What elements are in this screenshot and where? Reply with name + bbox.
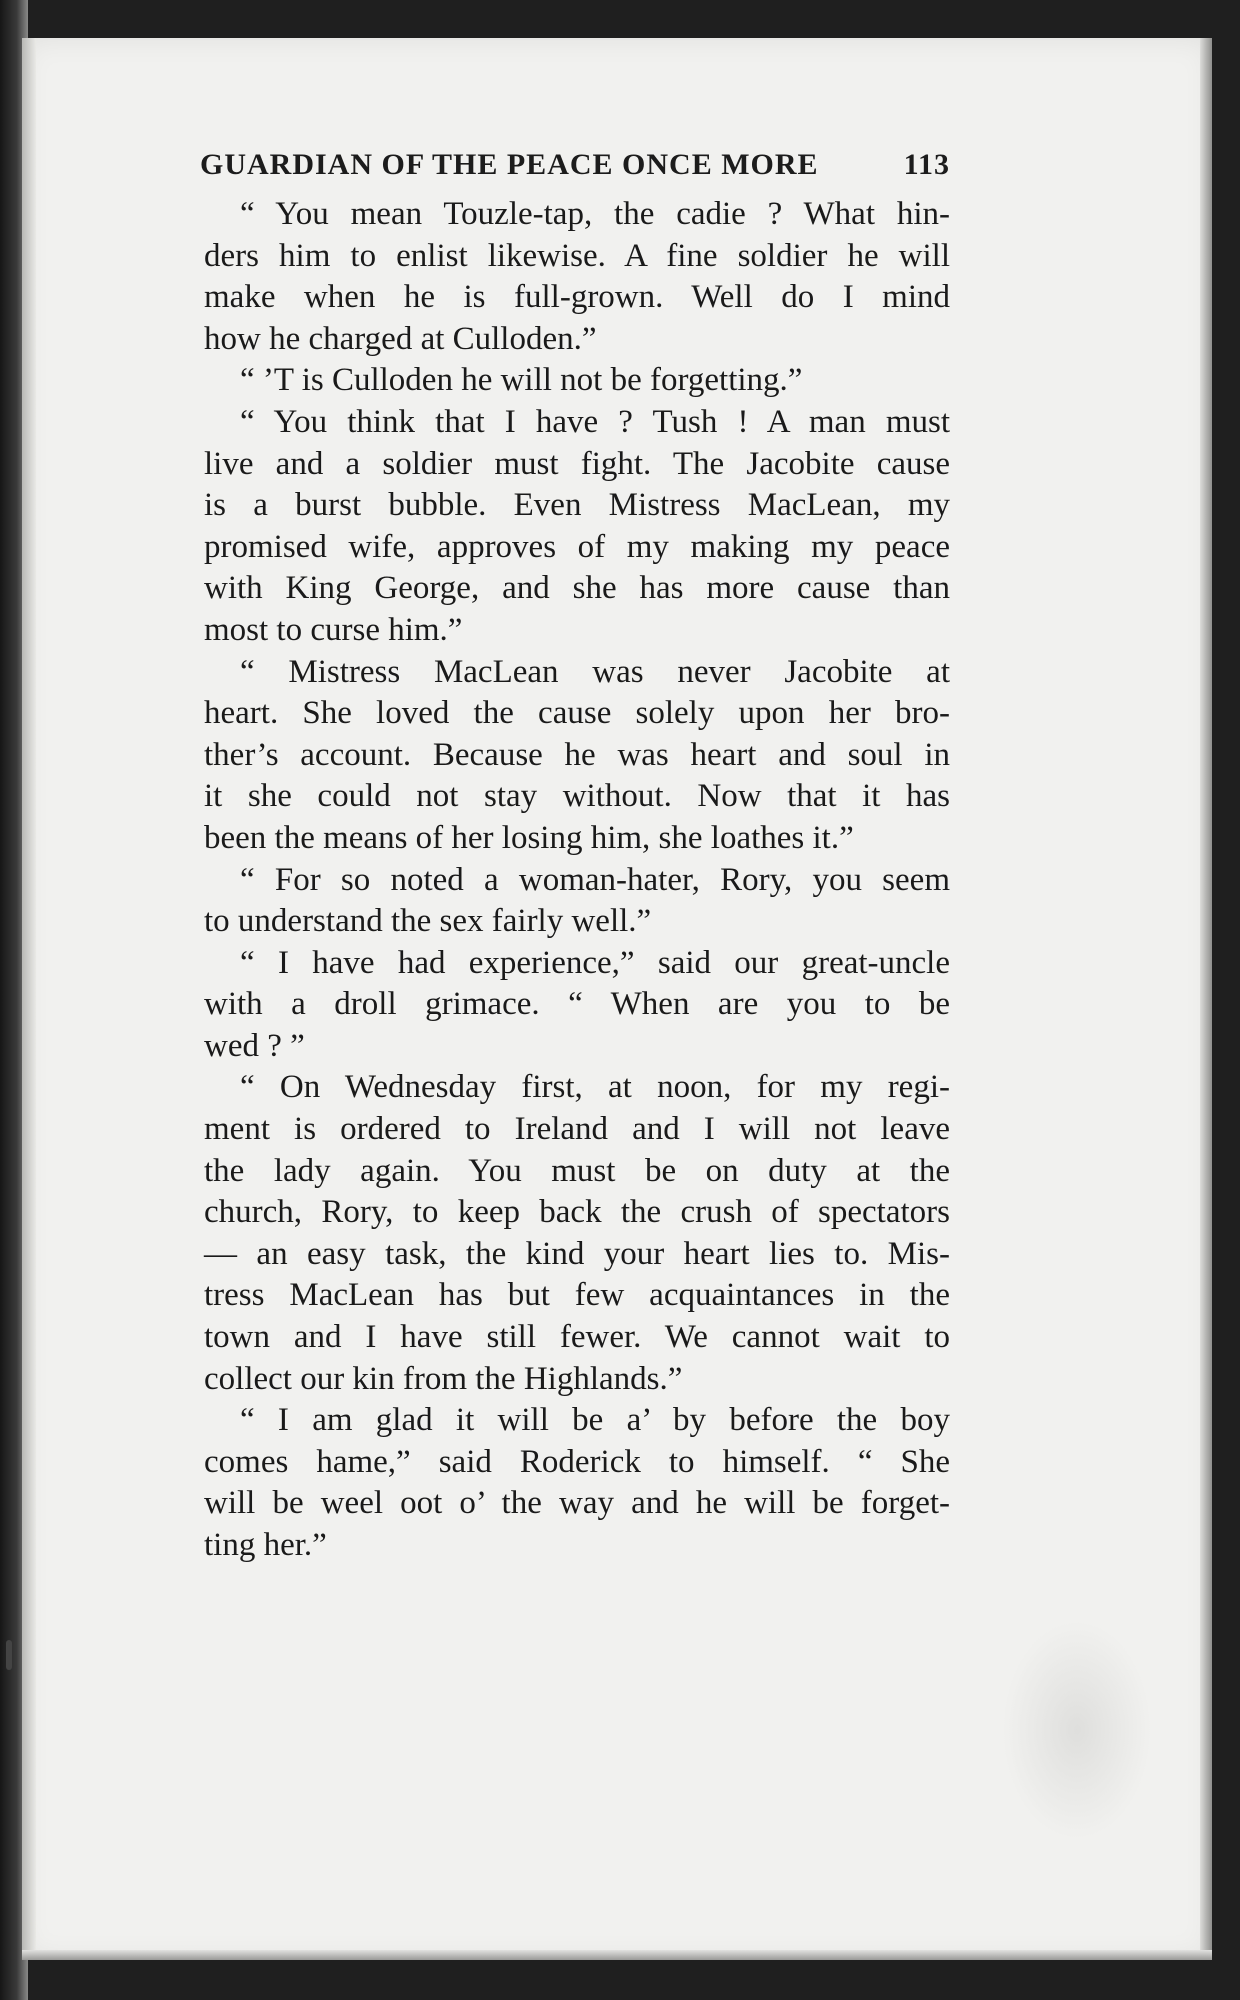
running-header	[200, 148, 950, 182]
text-line: “ Mistress MacLean was never Jacobite at	[240, 653, 950, 690]
paragraph	[204, 943, 950, 1068]
binding-mark	[6, 1640, 12, 1670]
text-line: “ For so noted a woman-hater, Rory, you seem	[240, 861, 950, 898]
page-number: 113	[903, 148, 950, 181]
paragraph	[204, 652, 950, 860]
text-line: “ I am glad it will be a’ by before the boy	[240, 1402, 950, 1439]
body-text	[204, 194, 950, 1567]
text-line: make when he is full-grown. Well do I mind	[204, 279, 950, 316]
paragraph	[204, 402, 950, 652]
text-line: town and I have still fewer. We cannot wait to	[204, 1319, 950, 1356]
text-line: heart. She loved the cause solely upon her bro-	[204, 695, 950, 732]
text-line: “ You mean Touzle-tap, the cadie ? What hin-	[240, 196, 950, 232]
page-smudge	[1002, 1620, 1152, 1840]
text-line: church, Rory, to keep back the crush of spectators	[204, 1194, 950, 1231]
text-line: live and a soldier must fight. The Jacobite cause	[204, 445, 950, 482]
text-line: most to curse him.”	[204, 611, 463, 648]
text-line: “ You think that I have ? Tush ! A man must	[240, 403, 950, 440]
page-right-edge	[1200, 38, 1212, 1960]
paragraph	[204, 860, 950, 943]
text-line: been the means of her losing him, she loathes it.”	[204, 819, 854, 856]
text-line: with King George, and she has more cause than	[204, 570, 950, 607]
text-line: will be weel oot o’ the way and he will be forget-	[204, 1485, 950, 1522]
paragraph	[204, 1400, 950, 1566]
text-line: ther’s account. Because he was heart and soul in	[204, 736, 950, 773]
page-bottom-edge	[22, 1950, 1212, 1960]
text-line: “ On Wednesday first, at noon, for my regi-	[240, 1069, 950, 1106]
paragraph	[204, 194, 950, 360]
text-line: tress MacLean has but few acquaintances in the	[204, 1277, 950, 1314]
text-line: wed ? ”	[204, 1027, 305, 1064]
text-line: to understand the sex fairly well.”	[204, 903, 652, 940]
text-line: promised wife, approves of my making my peace	[204, 528, 950, 565]
text-line: comes hame,” said Roderick to himself. “ She	[204, 1443, 950, 1480]
text-line: “ ’T is Culloden he will not be forgetting.”	[240, 362, 803, 399]
text-line: ment is ordered to Ireland and I will not leave	[204, 1111, 950, 1148]
text-line: collect our kin from the Highlands.”	[204, 1360, 683, 1397]
text-line: with a droll grimace. “ When are you to be	[204, 986, 950, 1023]
text-line: the lady again. You must be on duty at the	[204, 1152, 950, 1189]
paragraph	[204, 360, 950, 402]
text-line: how he charged at Culloden.”	[204, 320, 597, 357]
page-gutter	[22, 38, 36, 1960]
text-line: is a burst bubble. Even Mistress MacLean, my	[204, 487, 950, 524]
text-line: ders him to enlist likewise. A fine soldier he will	[204, 237, 950, 274]
text-line: ting her.”	[204, 1527, 327, 1563]
text-line: — an easy task, the kind your heart lies to. Mis-	[204, 1235, 950, 1272]
text-line: “ I have had experience,” said our great-uncle	[240, 944, 950, 981]
running-title: GUARDIAN OF THE PEACE ONCE MORE	[200, 148, 819, 181]
paragraph	[204, 1067, 950, 1400]
text-line: it she could not stay without. Now that it has	[204, 778, 950, 815]
